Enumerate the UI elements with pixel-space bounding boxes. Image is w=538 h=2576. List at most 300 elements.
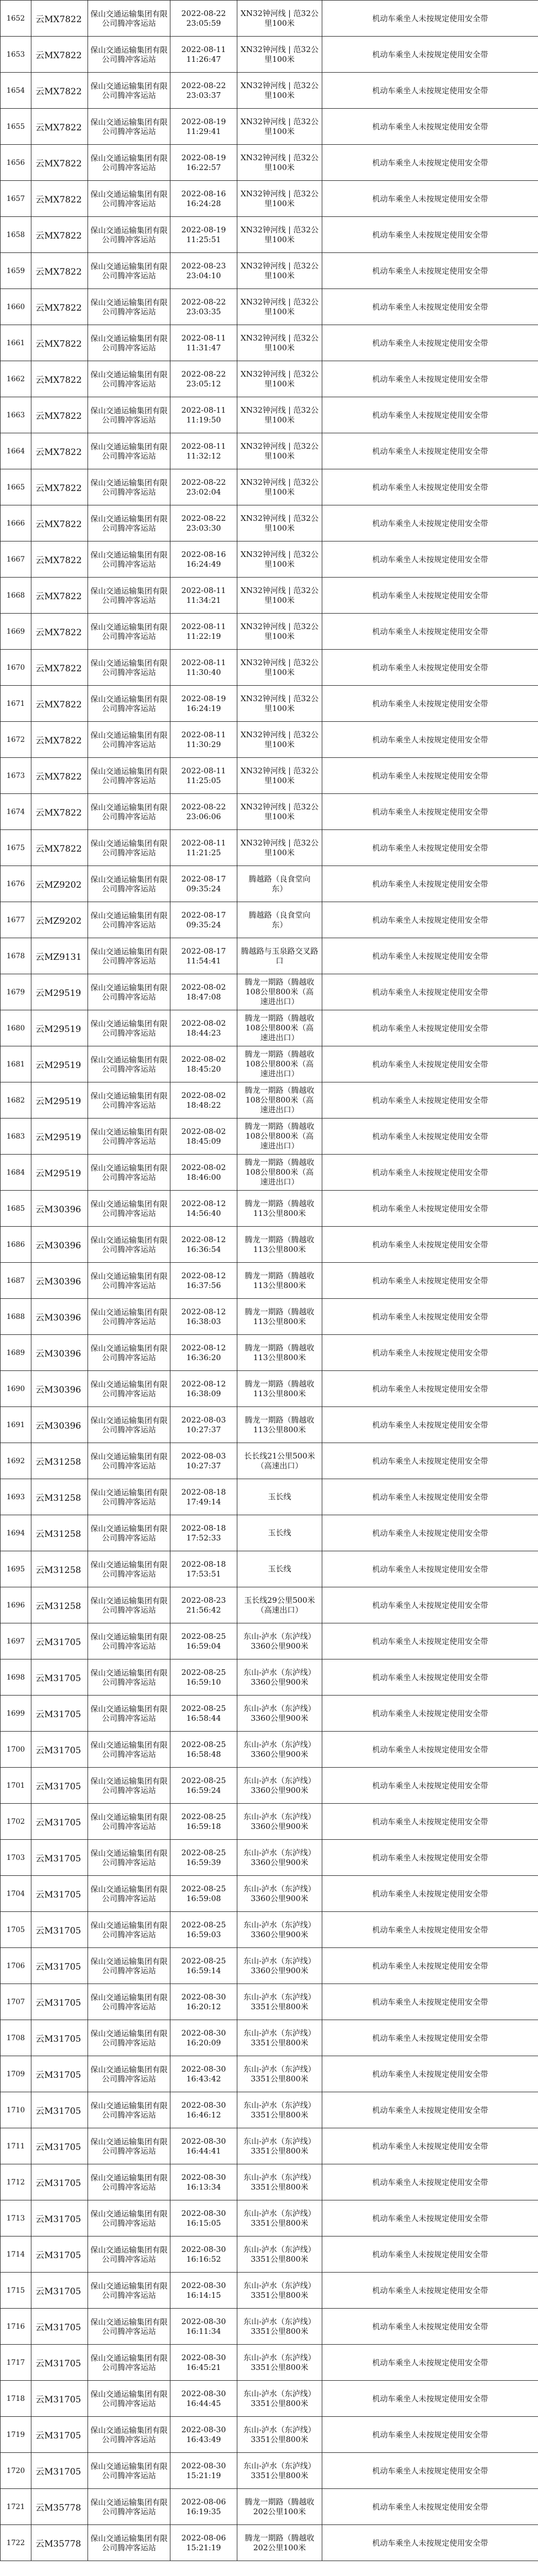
company-name-cell: 保山交通运输集团有限公司腾冲客运站 — [88, 830, 170, 866]
violation-time-cell: 2022-08-22 23:03:30 — [170, 505, 237, 541]
company-name-cell: 保山交通运输集团有限公司腾冲客运站 — [88, 1407, 170, 1443]
violation-type-cell: 机动车乘坐人未按规定使用安全带 — [322, 1263, 538, 1299]
company-name-cell: 保山交通运输集团有限公司腾冲客运站 — [88, 541, 170, 578]
violation-type-cell: 机动车乘坐人未按规定使用安全带 — [322, 902, 538, 938]
violation-time-cell: 2022-08-03 10:27:37 — [170, 1443, 237, 1479]
plate-number-cell: 云MX7822 — [31, 541, 88, 578]
violation-time-cell: 2022-08-25 16:59:10 — [170, 1659, 237, 1696]
violation-type-cell: 机动车乘坐人未按规定使用安全带 — [322, 1046, 538, 1082]
company-name-cell: 保山交通运输集团有限公司腾冲客运站 — [88, 938, 170, 974]
plate-number-cell: 云MX7822 — [31, 505, 88, 541]
violation-type-cell: 机动车乘坐人未按规定使用安全带 — [322, 1155, 538, 1191]
violation-time-cell: 2022-08-02 18:47:08 — [170, 974, 237, 1010]
violation-type-cell: 机动车乘坐人未按规定使用安全带 — [322, 397, 538, 433]
table-row — [1, 37, 538, 73]
table-row — [1, 253, 538, 289]
violation-type-cell: 机动车乘坐人未按规定使用安全带 — [322, 2525, 538, 2561]
table-row — [1, 2489, 538, 2525]
violation-type-cell: 机动车乘坐人未按规定使用安全带 — [322, 1335, 538, 1371]
violation-time-cell: 2022-08-22 23:02:04 — [170, 469, 237, 505]
plate-number-cell: 云MX7822 — [31, 181, 88, 217]
company-name-cell: 保山交通运输集团有限公司腾冲客运站 — [88, 1659, 170, 1696]
plate-number-cell: 云M31705 — [31, 2200, 88, 2236]
company-name-cell: 保山交通运输集团有限公司腾冲客运站 — [88, 2128, 170, 2164]
violation-type-cell: 机动车乘坐人未按规定使用安全带 — [322, 578, 538, 614]
violation-location-cell: 东山-泸水（东泸线） 3351公里800米 — [237, 2092, 322, 2128]
company-name-cell: 保山交通运输集团有限公司腾冲客运站 — [88, 433, 170, 469]
violation-type-cell: 机动车乘坐人未按规定使用安全带 — [322, 1515, 538, 1551]
plate-number-cell: 云MX7822 — [31, 722, 88, 758]
row-number-cell: 1692 — [1, 1443, 31, 1479]
violation-time-cell: 2022-08-12 16:38:09 — [170, 1371, 237, 1407]
plate-number-cell: 云M31705 — [31, 2453, 88, 2489]
violation-location-cell: 腾龙一期路（腾越收 113公里800米 — [237, 1335, 322, 1371]
table-row — [1, 1659, 538, 1696]
violation-type-cell: 机动车乘坐人未按规定使用安全带 — [322, 1010, 538, 1046]
plate-number-cell: 云M31258 — [31, 1551, 88, 1587]
plate-number-cell: 云M31705 — [31, 1696, 88, 1732]
company-name-cell: 保山交通运输集团有限公司腾冲客运站 — [88, 2200, 170, 2236]
row-number-cell: 1696 — [1, 1587, 31, 1623]
row-number-cell: 1685 — [1, 1191, 31, 1227]
row-number-cell: 1713 — [1, 2200, 31, 2236]
plate-number-cell: 云MZ9202 — [31, 866, 88, 902]
violation-location-cell: XN32钟河线 | 范32公 里100米 — [237, 181, 322, 217]
violation-location-cell: 腾龙一期路（腾越收 113公里800米 — [237, 1371, 322, 1407]
plate-number-cell: 云M31705 — [31, 2092, 88, 2128]
violation-location-cell: 东山-泸水（东泸线） 3360公里900米 — [237, 1912, 322, 1948]
row-number-cell: 1658 — [1, 217, 31, 253]
violation-type-cell: 机动车乘坐人未按规定使用安全带 — [322, 1371, 538, 1407]
violation-time-cell: 2022-08-02 18:45:09 — [170, 1118, 237, 1155]
company-name-cell: 保山交通运输集团有限公司腾冲客运站 — [88, 289, 170, 325]
violation-location-cell: 东山-泸水（东泸线） 3360公里900米 — [237, 1948, 322, 1984]
plate-number-cell: 云M31705 — [31, 2309, 88, 2345]
violation-type-cell: 机动车乘坐人未按规定使用安全带 — [322, 325, 538, 361]
violation-time-cell: 2022-08-30 16:20:09 — [170, 2020, 237, 2056]
plate-number-cell: 云M31705 — [31, 2056, 88, 2092]
violation-time-cell: 2022-08-25 16:59:39 — [170, 1840, 237, 1876]
row-number-cell: 1715 — [1, 2273, 31, 2309]
table-row — [1, 505, 538, 541]
plate-number-cell: 云M31258 — [31, 1479, 88, 1515]
company-name-cell: 保山交通运输集团有限公司腾冲客运站 — [88, 1082, 170, 1118]
row-number-cell: 1688 — [1, 1299, 31, 1335]
violation-type-cell: 机动车乘坐人未按规定使用安全带 — [322, 1768, 538, 1804]
company-name-cell: 保山交通运输集团有限公司腾冲客运站 — [88, 686, 170, 722]
table-row — [1, 109, 538, 145]
table-row — [1, 1984, 538, 2020]
violation-location-cell: 玉长线 — [237, 1479, 322, 1515]
row-number-cell: 1681 — [1, 1046, 31, 1082]
violation-location-cell: 腾龙一期路（腾越收 113公里800米 — [237, 1191, 322, 1227]
violation-time-cell: 2022-08-11 11:30:40 — [170, 650, 237, 686]
table-row — [1, 2128, 538, 2164]
violation-location-cell: XN32钟河线 | 范32公 里100米 — [237, 253, 322, 289]
company-name-cell: 保山交通运输集团有限公司腾冲客运站 — [88, 2345, 170, 2381]
table-row — [1, 1551, 538, 1587]
plate-number-cell: 云MX7822 — [31, 469, 88, 505]
violation-location-cell: XN32钟河线 | 范32公 里100米 — [237, 578, 322, 614]
row-number-cell: 1674 — [1, 794, 31, 830]
violation-location-cell: 东山-泸水（东泸线） 3360公里900米 — [237, 1840, 322, 1876]
row-number-cell: 1719 — [1, 2417, 31, 2453]
row-number-cell: 1687 — [1, 1263, 31, 1299]
violation-time-cell: 2022-08-02 18:46:00 — [170, 1155, 237, 1191]
violation-time-cell: 2022-08-22 23:05:59 — [170, 1, 237, 37]
table-row — [1, 794, 538, 830]
company-name-cell: 保山交通运输集团有限公司腾冲客运站 — [88, 2453, 170, 2489]
violation-time-cell: 2022-08-06 16:19:35 — [170, 2489, 237, 2525]
violation-location-cell: XN32钟河线 | 范32公 里100米 — [237, 1, 322, 37]
violation-type-cell: 机动车乘坐人未按规定使用安全带 — [322, 433, 538, 469]
violation-location-cell: XN32钟河线 | 范32公 里100米 — [237, 361, 322, 397]
violation-location-cell: XN32钟河线 | 范32公 里100米 — [237, 145, 322, 181]
violation-time-cell: 2022-08-25 16:59:08 — [170, 1876, 237, 1912]
violation-location-cell: 腾龙一期路（腾越收 108公里800米（高 速进出口） — [237, 1046, 322, 1082]
company-name-cell: 保山交通运输集团有限公司腾冲客运站 — [88, 1696, 170, 1732]
row-number-cell: 1691 — [1, 1407, 31, 1443]
violation-type-cell: 机动车乘坐人未按规定使用安全带 — [322, 758, 538, 794]
violation-location-cell: 长长线21公里500米 （高速出口） — [237, 1443, 322, 1479]
company-name-cell: 保山交通运输集团有限公司腾冲客运站 — [88, 2417, 170, 2453]
table-row — [1, 2417, 538, 2453]
table-row — [1, 361, 538, 397]
table-row — [1, 686, 538, 722]
plate-number-cell: 云MX7822 — [31, 433, 88, 469]
table-row — [1, 2236, 538, 2273]
row-number-cell: 1675 — [1, 830, 31, 866]
company-name-cell: 保山交通运输集团有限公司腾冲客运站 — [88, 2273, 170, 2309]
violation-type-cell: 机动车乘坐人未按规定使用安全带 — [322, 1984, 538, 2020]
violation-location-cell: 东山-泸水（东泸线） 3360公里900米 — [237, 1804, 322, 1840]
table-row — [1, 1371, 538, 1407]
violation-type-cell: 机动车乘坐人未按规定使用安全带 — [322, 1948, 538, 1984]
company-name-cell: 保山交通运输集团有限公司腾冲客运站 — [88, 397, 170, 433]
company-name-cell: 保山交通运输集团有限公司腾冲客运站 — [88, 1623, 170, 1659]
table-row — [1, 2200, 538, 2236]
violation-time-cell: 2022-08-30 16:11:34 — [170, 2309, 237, 2345]
table-row — [1, 830, 538, 866]
table-row — [1, 1768, 538, 1804]
row-number-cell: 1716 — [1, 2309, 31, 2345]
violation-type-cell: 机动车乘坐人未按规定使用安全带 — [322, 1227, 538, 1263]
violation-time-cell: 2022-08-25 16:59:14 — [170, 1948, 237, 1984]
table-row — [1, 2525, 538, 2561]
row-number-cell: 1653 — [1, 37, 31, 73]
row-number-cell: 1670 — [1, 650, 31, 686]
violation-time-cell: 2022-08-18 17:52:33 — [170, 1515, 237, 1551]
table-row — [1, 2309, 538, 2345]
plate-number-cell: 云MX7822 — [31, 1, 88, 37]
violation-location-cell: 腾龙一期路（腾越收 108公里800米（高 速进出口） — [237, 974, 322, 1010]
violation-location-cell: XN32钟河线 | 范32公 里100米 — [237, 217, 322, 253]
plate-number-cell: 云M31705 — [31, 1804, 88, 1840]
company-name-cell: 保山交通运输集团有限公司腾冲客运站 — [88, 614, 170, 650]
violation-location-cell: XN32钟河线 | 范32公 里100米 — [237, 433, 322, 469]
row-number-cell: 1698 — [1, 1659, 31, 1696]
violation-location-cell: 腾龙一期路（腾越收 108公里800米（高 速进出口） — [237, 1155, 322, 1191]
row-number-cell: 1709 — [1, 2056, 31, 2092]
violation-time-cell: 2022-08-30 16:44:45 — [170, 2381, 237, 2417]
violation-type-cell: 机动车乘坐人未按规定使用安全带 — [322, 2164, 538, 2200]
table-row — [1, 1587, 538, 1623]
table-row — [1, 1515, 538, 1551]
company-name-cell: 保山交通运输集团有限公司腾冲客运站 — [88, 1479, 170, 1515]
violation-time-cell: 2022-08-25 16:58:48 — [170, 1732, 237, 1768]
row-number-cell: 1673 — [1, 758, 31, 794]
row-number-cell: 1704 — [1, 1876, 31, 1912]
plate-number-cell: 云M31705 — [31, 1912, 88, 1948]
violation-type-cell: 机动车乘坐人未按规定使用安全带 — [322, 2453, 538, 2489]
table-row — [1, 1010, 538, 1046]
violation-type-cell: 机动车乘坐人未按规定使用安全带 — [322, 686, 538, 722]
violation-type-cell: 机动车乘坐人未按规定使用安全带 — [322, 614, 538, 650]
table-row — [1, 1912, 538, 1948]
table-row — [1, 614, 538, 650]
violation-location-cell: XN32钟河线 | 范32公 里100米 — [237, 722, 322, 758]
violation-time-cell: 2022-08-19 11:29:41 — [170, 109, 237, 145]
company-name-cell: 保山交通运输集团有限公司腾冲客运站 — [88, 2489, 170, 2525]
violation-location-cell: 东山-泸水（东泸线） 3351公里800米 — [237, 2273, 322, 2309]
company-name-cell: 保山交通运输集团有限公司腾冲客运站 — [88, 1335, 170, 1371]
plate-number-cell: 云M31258 — [31, 1515, 88, 1551]
violation-type-cell: 机动车乘坐人未按规定使用安全带 — [322, 1443, 538, 1479]
violation-time-cell: 2022-08-12 16:37:56 — [170, 1263, 237, 1299]
company-name-cell: 保山交通运输集团有限公司腾冲客运站 — [88, 2381, 170, 2417]
violation-location-cell: XN32钟河线 | 范32公 里100米 — [237, 541, 322, 578]
violation-location-cell: 玉长线 — [237, 1515, 322, 1551]
row-number-cell: 1679 — [1, 974, 31, 1010]
violation-type-cell: 机动车乘坐人未按规定使用安全带 — [322, 1623, 538, 1659]
row-number-cell: 1655 — [1, 109, 31, 145]
violation-time-cell: 2022-08-11 11:19:50 — [170, 397, 237, 433]
violation-location-cell: 玉长线29公里500米 （高速出口） — [237, 1587, 322, 1623]
violation-location-cell: 东山-泸水（东泸线） 3351公里800米 — [237, 2236, 322, 2273]
table-row — [1, 1623, 538, 1659]
violation-location-cell: 东山-泸水（东泸线） 3351公里800米 — [237, 2345, 322, 2381]
violation-time-cell: 2022-08-06 15:21:19 — [170, 2525, 237, 2561]
plate-number-cell: 云M35778 — [31, 2489, 88, 2525]
plate-number-cell: 云M31258 — [31, 1443, 88, 1479]
violation-time-cell: 2022-08-25 16:59:03 — [170, 1912, 237, 1948]
plate-number-cell: 云M31705 — [31, 1876, 88, 1912]
violation-time-cell: 2022-08-17 09:35:24 — [170, 902, 237, 938]
violation-type-cell: 机动车乘坐人未按规定使用安全带 — [322, 794, 538, 830]
company-name-cell: 保山交通运输集团有限公司腾冲客运站 — [88, 1227, 170, 1263]
violation-time-cell: 2022-08-23 21:56:42 — [170, 1587, 237, 1623]
violation-type-cell: 机动车乘坐人未按规定使用安全带 — [322, 109, 538, 145]
table-row — [1, 1, 538, 37]
table-row — [1, 2381, 538, 2417]
row-number-cell: 1707 — [1, 1984, 31, 2020]
table-row — [1, 145, 538, 181]
table-row — [1, 1407, 538, 1443]
violation-type-cell: 机动车乘坐人未按规定使用安全带 — [322, 1551, 538, 1587]
violation-type-cell: 机动车乘坐人未按规定使用安全带 — [322, 650, 538, 686]
row-number-cell: 1699 — [1, 1696, 31, 1732]
row-number-cell: 1712 — [1, 2164, 31, 2200]
violation-location-cell: 腾龙一期路（腾越收 108公里800米（高 速进出口） — [237, 1118, 322, 1155]
plate-number-cell: 云MX7822 — [31, 830, 88, 866]
plate-number-cell: 云MX7822 — [31, 289, 88, 325]
violation-type-cell: 机动车乘坐人未按规定使用安全带 — [322, 1696, 538, 1732]
table-row — [1, 974, 538, 1010]
row-number-cell: 1666 — [1, 505, 31, 541]
plate-number-cell: 云MX7822 — [31, 794, 88, 830]
violation-type-cell: 机动车乘坐人未按规定使用安全带 — [322, 2200, 538, 2236]
company-name-cell: 保山交通运输集团有限公司腾冲客运站 — [88, 1155, 170, 1191]
violation-location-cell: 腾龙一期路（腾越收 113公里800米 — [237, 1263, 322, 1299]
violation-time-cell: 2022-08-11 11:32:12 — [170, 433, 237, 469]
violation-location-cell: XN32钟河线 | 范32公 里100米 — [237, 397, 322, 433]
company-name-cell: 保山交通运输集团有限公司腾冲客运站 — [88, 109, 170, 145]
row-number-cell: 1680 — [1, 1010, 31, 1046]
violation-table-body — [1, 1, 538, 2561]
violation-location-cell: 腾龙一期路（腾越收 113公里800米 — [237, 1407, 322, 1443]
company-name-cell: 保山交通运输集团有限公司腾冲客运站 — [88, 578, 170, 614]
company-name-cell: 保山交通运输集团有限公司腾冲客运站 — [88, 361, 170, 397]
table-row — [1, 866, 538, 902]
company-name-cell: 保山交通运输集团有限公司腾冲客运站 — [88, 469, 170, 505]
violation-type-cell: 机动车乘坐人未按规定使用安全带 — [322, 2092, 538, 2128]
violation-time-cell: 2022-08-18 17:49:14 — [170, 1479, 237, 1515]
company-name-cell: 保山交通运输集团有限公司腾冲客运站 — [88, 505, 170, 541]
violation-type-cell: 机动车乘坐人未按规定使用安全带 — [322, 830, 538, 866]
violation-location-cell: 腾龙一期路（腾越收 202公里100米 — [237, 2489, 322, 2525]
violation-location-cell: 东山-泸水（东泸线） 3351公里800米 — [237, 2453, 322, 2489]
plate-number-cell: 云M31258 — [31, 1587, 88, 1623]
company-name-cell: 保山交通运输集团有限公司腾冲客运站 — [88, 1371, 170, 1407]
row-number-cell: 1710 — [1, 2092, 31, 2128]
table-row — [1, 1046, 538, 1082]
violation-type-cell: 机动车乘坐人未按规定使用安全带 — [322, 2381, 538, 2417]
table-row — [1, 541, 538, 578]
violation-type-cell: 机动车乘坐人未按规定使用安全带 — [322, 2489, 538, 2525]
violation-type-cell: 机动车乘坐人未按规定使用安全带 — [322, 1732, 538, 1768]
plate-number-cell: 云M29519 — [31, 1010, 88, 1046]
company-name-cell: 保山交通运输集团有限公司腾冲客运站 — [88, 866, 170, 902]
row-number-cell: 1703 — [1, 1840, 31, 1876]
violation-location-cell: 东山-泸水（东泸线） 3360公里900米 — [237, 1696, 322, 1732]
company-name-cell: 保山交通运输集团有限公司腾冲客运站 — [88, 1046, 170, 1082]
table-row — [1, 469, 538, 505]
row-number-cell: 1694 — [1, 1515, 31, 1551]
violation-type-cell: 机动车乘坐人未按规定使用安全带 — [322, 2345, 538, 2381]
company-name-cell: 保山交通运输集团有限公司腾冲客运站 — [88, 758, 170, 794]
violation-time-cell: 2022-08-12 16:38:03 — [170, 1299, 237, 1335]
violation-type-cell: 机动车乘坐人未按规定使用安全带 — [322, 1118, 538, 1155]
violation-time-cell: 2022-08-11 11:31:47 — [170, 325, 237, 361]
plate-number-cell: 云M30396 — [31, 1191, 88, 1227]
violation-time-cell: 2022-08-19 16:22:57 — [170, 145, 237, 181]
violation-time-cell: 2022-08-12 16:36:54 — [170, 1227, 237, 1263]
violation-type-cell: 机动车乘坐人未按规定使用安全带 — [322, 253, 538, 289]
row-number-cell: 1657 — [1, 181, 31, 217]
row-number-cell: 1667 — [1, 541, 31, 578]
violation-type-cell: 机动车乘坐人未按规定使用安全带 — [322, 722, 538, 758]
row-number-cell: 1695 — [1, 1551, 31, 1587]
plate-number-cell: 云MX7822 — [31, 217, 88, 253]
row-number-cell: 1659 — [1, 253, 31, 289]
plate-number-cell: 云MX7822 — [31, 253, 88, 289]
violation-location-cell: XN32钟河线 | 范32公 里100米 — [237, 325, 322, 361]
table-row — [1, 289, 538, 325]
violation-location-cell: 腾越路与玉泉路交叉路 口 — [237, 938, 322, 974]
plate-number-cell: 云M31705 — [31, 1984, 88, 2020]
row-number-cell: 1690 — [1, 1371, 31, 1407]
company-name-cell: 保山交通运输集团有限公司腾冲客运站 — [88, 1840, 170, 1876]
violation-location-cell: XN32钟河线 | 范32公 里100米 — [237, 794, 322, 830]
violation-time-cell: 2022-08-12 14:56:40 — [170, 1191, 237, 1227]
plate-number-cell: 云M29519 — [31, 1155, 88, 1191]
company-name-cell: 保山交通运输集团有限公司腾冲客运站 — [88, 1010, 170, 1046]
plate-number-cell: 云MX7822 — [31, 686, 88, 722]
table-row — [1, 938, 538, 974]
plate-number-cell: 云MZ9131 — [31, 938, 88, 974]
plate-number-cell: 云MX7822 — [31, 361, 88, 397]
violation-time-cell: 2022-08-25 16:59:04 — [170, 1623, 237, 1659]
table-row — [1, 1732, 538, 1768]
company-name-cell: 保山交通运输集团有限公司腾冲客运站 — [88, 722, 170, 758]
violation-time-cell: 2022-08-19 16:24:19 — [170, 686, 237, 722]
violation-location-cell: 东山-泸水（东泸线） 3351公里800米 — [237, 2056, 322, 2092]
violation-type-cell: 机动车乘坐人未按规定使用安全带 — [322, 2056, 538, 2092]
company-name-cell: 保山交通运输集团有限公司腾冲客运站 — [88, 2020, 170, 2056]
violation-type-cell: 机动车乘坐人未按规定使用安全带 — [322, 2309, 538, 2345]
table-row — [1, 2345, 538, 2381]
violation-location-cell: XN32钟河线 | 范32公 里100米 — [237, 505, 322, 541]
violation-type-cell: 机动车乘坐人未按规定使用安全带 — [322, 289, 538, 325]
plate-number-cell: 云M31705 — [31, 1840, 88, 1876]
table-row — [1, 1263, 538, 1299]
row-number-cell: 1718 — [1, 2381, 31, 2417]
company-name-cell: 保山交通运输集团有限公司腾冲客运站 — [88, 1515, 170, 1551]
violation-type-cell: 机动车乘坐人未按规定使用安全带 — [322, 1876, 538, 1912]
violation-location-cell: 东山-泸水（东泸线） 3351公里800米 — [237, 2381, 322, 2417]
plate-number-cell: 云MX7822 — [31, 325, 88, 361]
company-name-cell: 保山交通运输集团有限公司腾冲客运站 — [88, 37, 170, 73]
table-row — [1, 758, 538, 794]
company-name-cell: 保山交通运输集团有限公司腾冲客运站 — [88, 217, 170, 253]
row-number-cell: 1702 — [1, 1804, 31, 1840]
plate-number-cell: 云M31705 — [31, 2417, 88, 2453]
violation-location-cell: 东山-泸水（东泸线） 3360公里900米 — [237, 1876, 322, 1912]
row-number-cell: 1722 — [1, 2525, 31, 2561]
violation-type-cell: 机动车乘坐人未按规定使用安全带 — [322, 541, 538, 578]
company-name-cell: 保山交通运输集团有限公司腾冲客运站 — [88, 974, 170, 1010]
company-name-cell: 保山交通运输集团有限公司腾冲客运站 — [88, 1191, 170, 1227]
violation-time-cell: 2022-08-02 18:45:20 — [170, 1046, 237, 1082]
violation-type-cell: 机动车乘坐人未按规定使用安全带 — [322, 1587, 538, 1623]
violation-location-cell: XN32钟河线 | 范32公 里100米 — [237, 73, 322, 109]
table-row — [1, 1876, 538, 1912]
table-row — [1, 2164, 538, 2200]
violation-type-cell: 机动车乘坐人未按规定使用安全带 — [322, 1804, 538, 1840]
company-name-cell: 保山交通运输集团有限公司腾冲客运站 — [88, 1732, 170, 1768]
row-number-cell: 1693 — [1, 1479, 31, 1515]
plate-number-cell: 云M30396 — [31, 1407, 88, 1443]
row-number-cell: 1686 — [1, 1227, 31, 1263]
plate-number-cell: 云MX7822 — [31, 37, 88, 73]
row-number-cell: 1676 — [1, 866, 31, 902]
violation-location-cell: 东山-泸水（东泸线） 3351公里800米 — [237, 2164, 322, 2200]
violation-location-cell: 东山-泸水（东泸线） 3360公里900米 — [237, 1732, 322, 1768]
violation-time-cell: 2022-08-30 16:20:12 — [170, 1984, 237, 2020]
violation-location-cell: 腾越路（良食堂向 东） — [237, 866, 322, 902]
company-name-cell: 保山交通运输集团有限公司腾冲客运站 — [88, 2525, 170, 2561]
plate-number-cell: 云M31705 — [31, 1732, 88, 1768]
